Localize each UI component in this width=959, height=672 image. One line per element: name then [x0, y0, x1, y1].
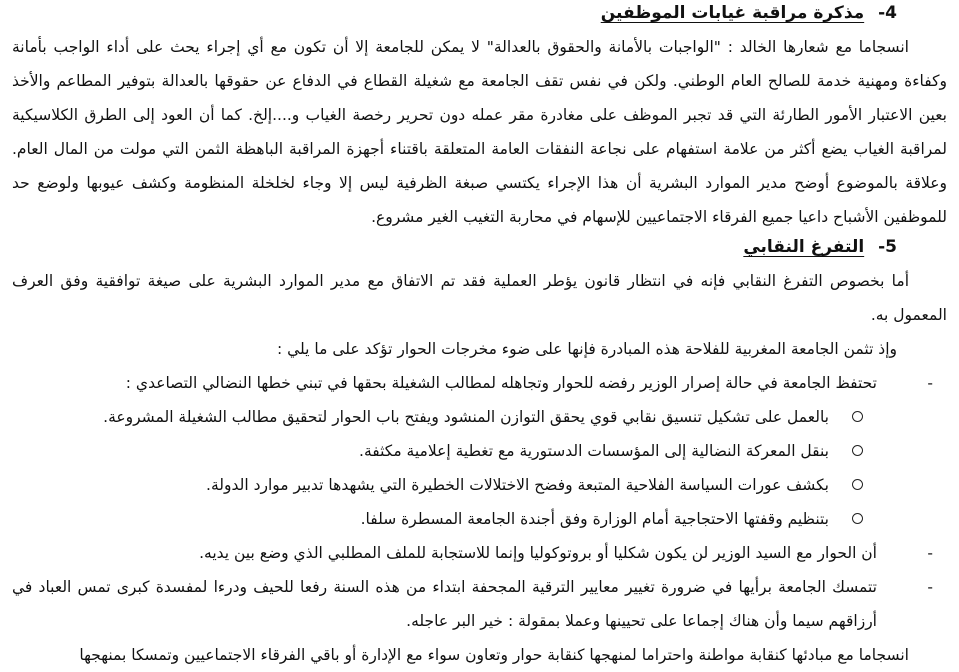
section-5-title: التفرغ النقابي	[743, 237, 865, 257]
dash-bullet: -	[927, 544, 933, 562]
dash-item-text: تتمسك الجامعة برأيها في ضرورة تغيير معايير الترقية المجحفة ابتداء من هذه السنة رفعا للحيف ودرءا لمفسدة كبرى تمس العباد في أرزاقهم سيما وأن هناك إجماعا على تحيينها وعملا بمقولة : خير البر عاجله.	[12, 578, 877, 630]
circle-bullet-icon	[852, 411, 863, 422]
circle-item-text: بالعمل على تشكيل تنسيق نقابي قوي يحقق التوازن المنشود ويفتح باب الحوار لتحقيق مطالب الشغيلة المشروعة.	[103, 408, 829, 426]
list-item-circle	[12, 468, 947, 502]
final-paragraph-line: انسجاما مع مبادئها كنقابة مواطنة واحتراما لمنهجها كنقابة حوار وتعاون سواء مع الإدارة أو باقي الفرقاء الاجتماعيين وتمسكا بمنهجها	[79, 646, 909, 664]
section-4-heading	[12, 0, 947, 30]
section-4-number: 4-	[878, 3, 897, 23]
list-item-circle	[12, 502, 947, 536]
section-4-title: مذكرة مراقبة غيابات الموظفين	[600, 3, 865, 23]
circle-bullet-icon	[852, 445, 863, 456]
intro-line: وإذ تثمن الجامعة المغربية للفلاحة هذه المبادرة فإنها على ضوء مخرجات الحوار تؤكد على ما يلي :	[276, 340, 897, 358]
dash-bullet: -	[927, 374, 933, 392]
dash-bullet: -	[927, 578, 933, 596]
list-item-dash	[12, 366, 947, 400]
circle-item-text: بتنظيم وقفتها الاحتجاجية أمام الوزارة وفق أجندة الجامعة المسطرة سلفا.	[360, 510, 829, 528]
dash-item-text: تحتفظ الجامعة في حالة إصرار الوزير رفضه للحوار وتجاهله لمطالب الشغيلة بحقها في تبني خطها النضالي التصاعدي :	[125, 374, 877, 392]
circle-bullet-icon	[852, 479, 863, 490]
list-item-circle	[12, 434, 947, 468]
section-4-paragraph: انسجاما مع شعارها الخالد : "الواجبات بالأمانة والحقوق بالعدالة" لا يمكن للجامعة إلا أن تكون مع أي إجراء يحث على أداء الواجب بأمانة وكفاءة ومهنية خدمة للصالح العام الوطني. ولكن في نفس تقف الجامعة مع شغيلة القطاع في الدفاع عن حقوقها بالعدالة بتوفير المطاعم والأخذ بعين الاعتبار الأمور الطارئة التي قد تجبر الموظف على مغادرة مقر عمله دون تحرير رخصة الغياب و....إلخ. كما أن العود إلى الطرق الكلاسيكية لمراقبة الغياب يضع أكثر من علامة استفهام على نجاعة النفقات العامة المتعلقة باقتناء أجهزة المراقبة الباهظة الثمن التي مولت من المال العام. وعلاقة بالموضوع أوضح مدير الموارد البشرية أن هذا الإجراء يكتسي صبغة الظرفية ليس إلا وجاء لخلخلة المنظومة وكشف عيوبها ولوضع حد للموظفين الأشباح داعيا جميع الفرقاء الاجتماعيين للإسهام في محاربة التغيب الغير مشروع.	[12, 38, 947, 226]
dash-item-text: أن الحوار مع السيد الوزير لن يكون شكليا أو بروتوكوليا وإنما للاستجابة للملف المطلبي الذي وضع بين يديه.	[199, 544, 877, 562]
section-5-heading	[12, 234, 947, 264]
list-item-circle	[12, 400, 947, 434]
document-page	[12, 0, 947, 672]
section-5-paragraph: أما بخصوص التفرغ النقابي فإنه في انتظار قانون يؤطر العملية فقد تم الاتفاق مع مدير الموارد البشرية على صيغة توافقية وفق العرف المعمول به.	[12, 272, 947, 324]
circle-bullet-icon	[852, 513, 863, 524]
list-item-dash	[12, 536, 947, 570]
circle-item-text: بكشف عورات السياسة الفلاحية المتبعة وفضح الاختلالات الخطيرة التي يشهدها تدبير موارد الدولة.	[206, 476, 829, 494]
list-item-dash	[12, 570, 947, 638]
circle-item-text: بنقل المعركة النضالية إلى المؤسسات الدستورية مع تغطية إعلامية مكثفة.	[359, 442, 829, 460]
section-5-number: 5-	[878, 237, 897, 257]
